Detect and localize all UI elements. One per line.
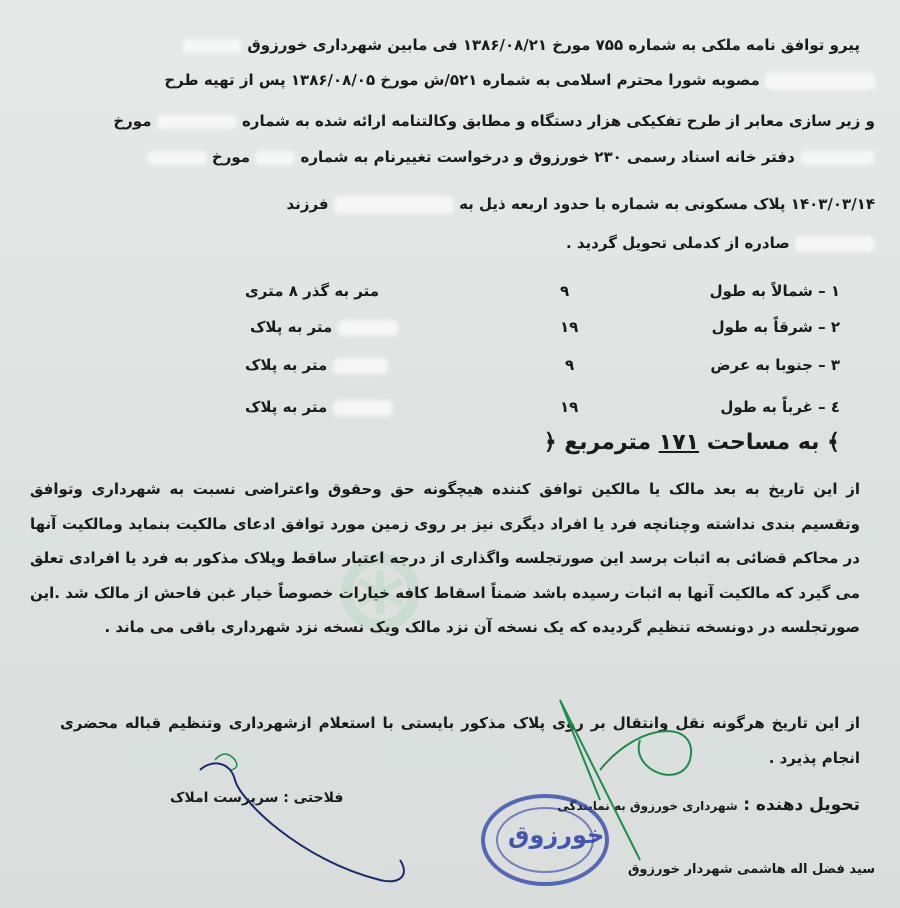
deliverer-label: تحویل دهنده : bbox=[743, 795, 860, 815]
redaction bbox=[147, 151, 207, 165]
boundary-value-4: ۱۹ bbox=[560, 398, 579, 416]
area-number: ۱۷۱ bbox=[658, 430, 700, 455]
boundary-desc-3: متر به پلاک bbox=[245, 356, 388, 374]
signature-left: فلاحتی : سرپرست املاک bbox=[170, 790, 344, 806]
mayor-name: سید فضل اله هاشمی شهردار خورزوق bbox=[627, 862, 875, 877]
boundary-value-3: ۹ bbox=[565, 356, 575, 374]
boundary-label-2: ۲ – شرقاً به طول bbox=[711, 318, 840, 336]
redaction bbox=[255, 151, 295, 165]
area-heading bbox=[544, 430, 840, 455]
redaction bbox=[157, 115, 237, 129]
redaction bbox=[795, 236, 875, 252]
deliverer-value: شهرداری خورزوق به نمایندگی bbox=[557, 799, 738, 813]
boundary-value-2: ۱۹ bbox=[560, 318, 579, 336]
pen-signature bbox=[200, 763, 404, 881]
redaction bbox=[182, 39, 242, 53]
redaction bbox=[800, 151, 875, 165]
redaction bbox=[765, 72, 875, 90]
stamp-text: خورزوق bbox=[508, 821, 605, 849]
body-line-3: و زیر سازی معابر از طرح تفکیکی هزار دستگاه و مطابق وکالتنامه ارائه شده به شماره مورخ bbox=[113, 112, 875, 130]
boundary-desc-2: متر به پلاک bbox=[250, 318, 398, 336]
redaction bbox=[338, 320, 398, 336]
body-line-1: پیرو توافق نامه ملکی به شماره ۷۵۵ مورخ ۱۳۸۶/۰۸/۲۱ فی مابین شهرداری خورزوق bbox=[182, 34, 860, 56]
body-line-5: ۱۴۰۳/۰۳/۱۴ پلاک مسکونی به شماره با حدود اربعه ذیل به فرزند bbox=[286, 195, 875, 213]
terms-paragraph: از این تاریخ به بعد مالک یا مالکین توافق کننده هیچگونه حق وحقوق واعتراضی نسبت به شهرداری وتوافق وتقسیم بندی نداشته وچنانچه فرد یا افراد دیگری نیز بر روی زمین مورد توافق ادعای مالکیت بنماید ومالکیت آنها در محاکم قضائی به اثبات برسد این صورتجلسه واگذاری از درجه اعتبار ساقط وپلاک مذکور به فرد یا افرادی تعلق می گیرد که مالکیت آنها به اثبات رسیده باشد ضمناً اسقاط کافه خیارات خصوصاً خیار غبن فاحش از مالک شد .این صورتجلسه در دونسخه تنظیم گردیده که یک نسخه آن نزد مالک ویک نسخه نزد شهرداری باقی می ماند . bbox=[30, 480, 860, 636]
boundary-label-1: ۱ – شمالاً به طول bbox=[709, 282, 840, 300]
boundary-label-3: ۳ – جنوبا به عرض bbox=[710, 356, 840, 374]
redaction bbox=[334, 196, 454, 214]
watermark: ⊛ bbox=[330, 520, 431, 659]
boundary-desc-1: متر به گذر ۸ متری bbox=[245, 282, 380, 300]
redaction bbox=[333, 400, 393, 416]
area-prefix: ﴾ به مساحت bbox=[706, 430, 840, 455]
body-line-4: دفتر خانه اسناد رسمی ۲۳۰ خورزوق و درخواست تغییرنام به شماره مورخ bbox=[147, 146, 875, 168]
transfer-paragraph: از این تاریخ هرگونه نقل وانتقال بر روی پلاک مذکور بایستی با استعلام ازشهرداری وتنظیم قباله محضری انجام پذیرد . bbox=[60, 714, 860, 767]
boundary-label-4: ٤ – غرباً به طول bbox=[720, 398, 840, 416]
boundary-value-1: ۹ bbox=[560, 282, 570, 300]
area-suffix: مترمربع ﴿ bbox=[543, 430, 652, 455]
body-line-6: صادره از کدملی تحویل گردید . bbox=[566, 232, 875, 254]
body-line-2: مصوبه شورا محترم اسلامی به شماره ۵۲۱/ش مورخ ۱۳۸۶/۰۸/۰۵ پس از تهیه طرح bbox=[164, 69, 875, 91]
boundary-desc-4: متر به پلاک bbox=[245, 398, 393, 416]
stamp bbox=[470, 785, 620, 895]
redaction bbox=[333, 358, 388, 374]
